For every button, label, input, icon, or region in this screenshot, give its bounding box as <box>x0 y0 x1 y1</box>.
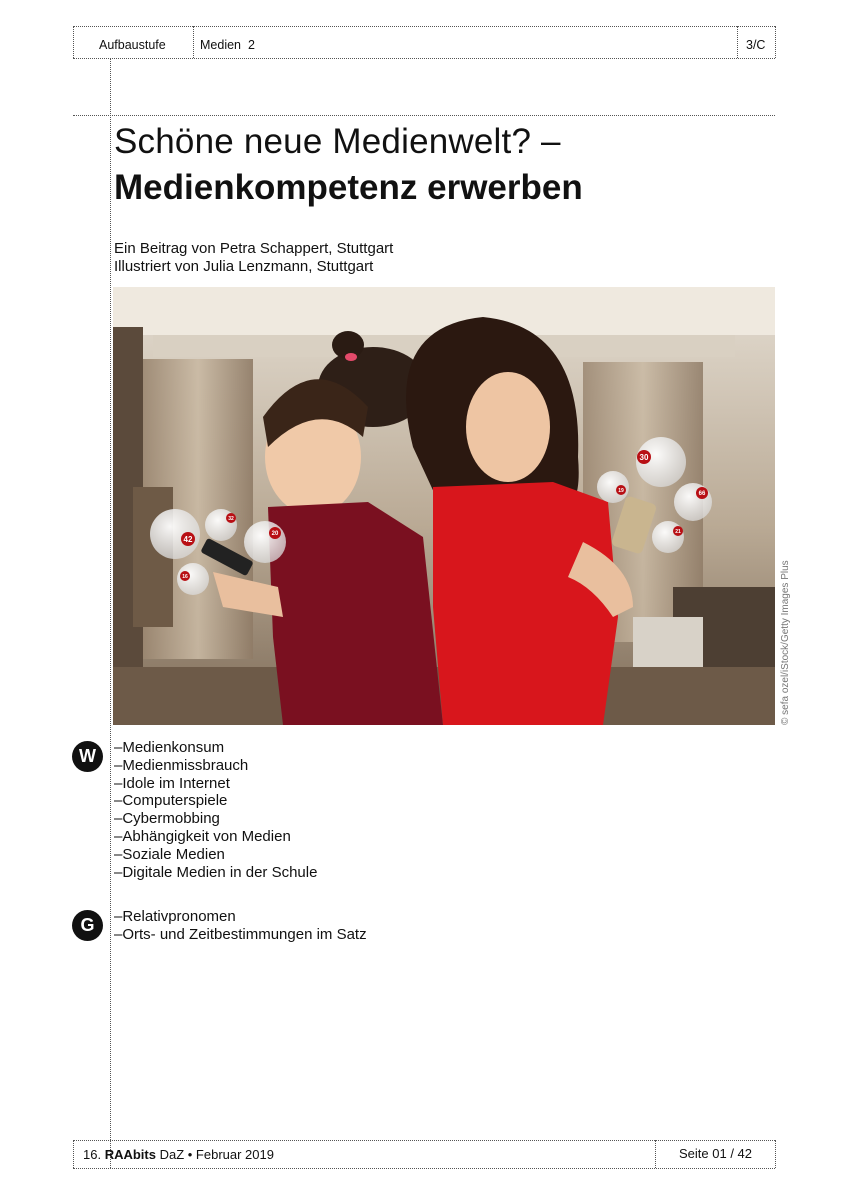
bubble-count: 66 <box>698 491 706 497</box>
list-item: –Medienkonsum <box>114 739 225 756</box>
bubble-count: 16 <box>182 574 188 580</box>
byline-author: Ein Beitrag von Petra Schappert, Stuttgart <box>114 240 394 257</box>
bubble-count: 30 <box>639 453 649 462</box>
footer-issue <box>83 1147 274 1162</box>
footer-page-number: Seite 01 / 42 <box>679 1146 752 1161</box>
cover-photo-illustration <box>113 287 775 725</box>
list-item: –Abhängigkeit von Medien <box>114 827 291 845</box>
cover-photo <box>113 287 775 725</box>
header-left-edge <box>73 26 74 58</box>
title-line-1: Schöne neue Medienwelt? – <box>114 122 561 161</box>
bubble-count: 19 <box>618 488 624 494</box>
header-divider-1 <box>193 26 194 58</box>
bubble-count: 32 <box>228 516 234 522</box>
footer-left-edge <box>73 1140 74 1168</box>
list-item: –Computerspiele <box>114 792 228 810</box>
list-item: –Idole im Internet <box>114 774 230 792</box>
list-item: –Digitale Medien in der Schule <box>114 863 318 881</box>
bubble-count: 42 <box>183 535 193 544</box>
footer-issue-number: 16. <box>83 1147 105 1162</box>
footer-right-edge <box>775 1140 776 1168</box>
header-right-edge <box>775 26 776 58</box>
list-item: –Relativpronomen <box>114 908 236 925</box>
margin-guide-line <box>110 58 111 1168</box>
grammar-topic-list <box>114 908 367 944</box>
footer-bottom-rule <box>73 1168 775 1169</box>
list-item: –Orts- und Zeitbestimmungen im Satz <box>114 925 367 943</box>
list-item: –Soziale Medien <box>114 845 225 863</box>
header-top-rule <box>73 26 775 27</box>
vocabulary-topic-list <box>114 739 317 881</box>
header-bottom-rule <box>73 58 775 59</box>
photo-credit-text: © sefa ozel/iStock/Getty Images Plus <box>780 560 791 725</box>
footer-top-rule <box>73 1140 775 1141</box>
badge-vocabulary: W <box>72 741 103 772</box>
header-code: 3/C <box>746 38 766 52</box>
bubble-count: 21 <box>675 529 681 535</box>
byline-illustrator: Illustriert von Julia Lenzmann, Stuttgart <box>114 258 374 275</box>
list-item: –Medienmissbrauch <box>114 756 249 774</box>
title-line-2: Medienkompetenz erwerben <box>114 168 583 207</box>
badge-grammar: G <box>72 910 103 941</box>
footer-series: DaZ • Februar 2019 <box>155 1147 274 1162</box>
header-topic: Medien 2 <box>200 38 255 52</box>
footer-brand: RAAbits <box>104 1147 156 1162</box>
header-level: Aufbaustufe <box>99 38 166 52</box>
bubble-count: 20 <box>271 531 279 537</box>
title-top-rule <box>73 115 775 116</box>
list-item: –Cybermobbing <box>114 810 220 828</box>
footer-divider <box>655 1140 656 1168</box>
header-divider-2 <box>737 26 738 58</box>
